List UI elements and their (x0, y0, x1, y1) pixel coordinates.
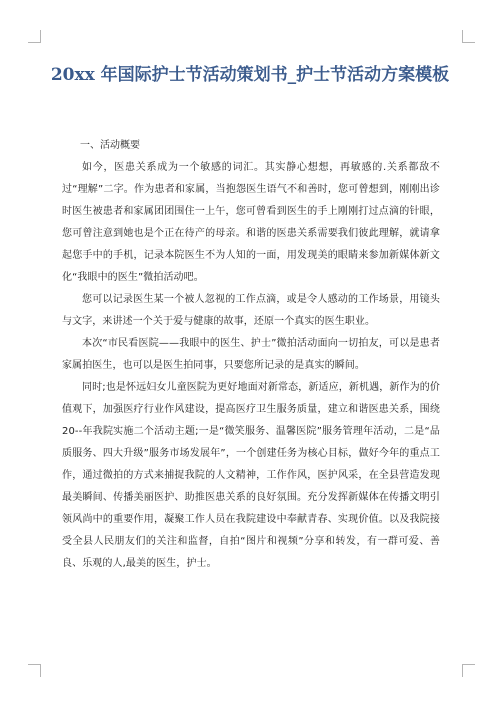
section-heading: 一、活动概要 (80, 140, 140, 151)
paragraph-2: 您可以记录医生某一个被人忽视的工作点滴，或是令人感动的工作场景，用镜头与文字，来讲述一个关于爱与健康的故事，还原一个真实的医生职业。 (62, 294, 440, 327)
crop-mark-bottom-left (28, 664, 41, 677)
paragraph-3: 本次“市民看医院——我眼中的医生、护士”微拍活动面向一切拍友，可以是患者家属拍医生，也可以是医生拍同事，只要您所记录的是真实的瞬间。 (62, 338, 440, 371)
paragraph-4: 同时;也是怀远妇女儿童医院为更好地面对新常态，新适应，新机遇，新作为的价值观下，加强医疗行业作风建设，提高医疗卫生服务质量，建立和谐医患关系，围绕20--年我院实施二个活动主题;一是“微笑服务、温馨医院”服务管理年活动，二是“品质服务、四大升级”服务市场发展年”，一个创建任务为核心目标，做好今年的重点工作，通过微拍的方式来捕捉我院的人文精神，工作作风，医护风采，在全县营造发现最美瞬间、传播美丽医护、助推医患关系的良好氛围。充分发挥新媒体在传播文明引领风尚中的重要作用，凝聚工作人员在我院建设中奉献青春、实现价值。以及我院接受全县人民朋友们的关注和监督，自拍“图片和视频”分享和转发，有一群可爱、善良、乐观的人,最美的医生，护士。 (62, 382, 440, 569)
paragraph-1: 如今，医患关系成为一个敏感的词汇。其实静心想想，再敏感的.关系都敌不过“理解”二字。作为患者和家属，当抱怨医生语气不和善时，您可曾想到，刚刚出诊时医生被患者和家属团团围住一上午，您可曾看到医生的手上刚刚打过点滴的针眼，您可曾注意到她也是个正在待产的母亲。和谐的医患关系需要我们彼此理解，就请拿起您手中的手机，记录本院医生不为人知的一面，用发现美的眼睛来参加新媒体新文化“我眼中的医生”微拍活动吧。 (62, 162, 440, 283)
document-body (62, 135, 440, 575)
document-title: 20xx 年国际护士节活动策划书_护士节活动方案模板 (50, 65, 450, 85)
crop-mark-bottom-right (462, 664, 475, 677)
crop-mark-top-right (462, 30, 475, 43)
crop-mark-top-left (28, 30, 41, 43)
